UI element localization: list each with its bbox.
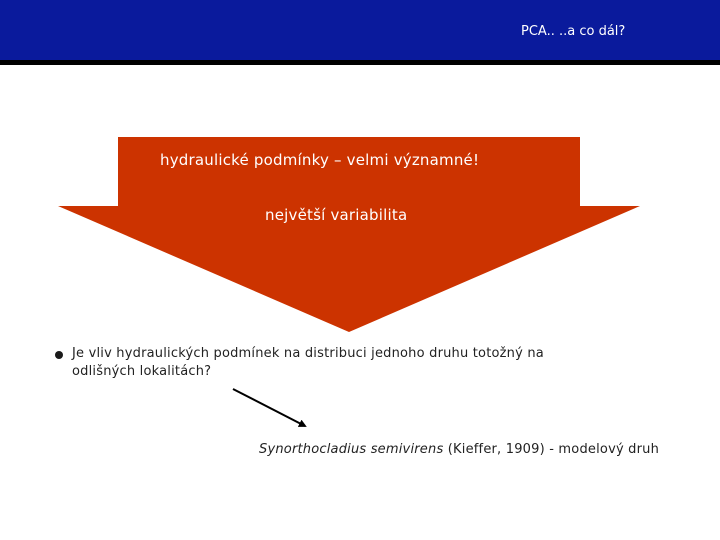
model-species-line <box>259 442 659 457</box>
species-author-note: (Kieffer, 1909) - modelový druh <box>443 442 660 457</box>
arrow-text-greatest-variability: největší variabilita <box>265 206 408 224</box>
species-name: Synorthocladius semivirens <box>259 442 444 457</box>
bullet-question-line1: Je vliv hydraulických podmínek na distribuci jednoho druhu totožný na <box>72 346 544 361</box>
bullet-question-line2: odlišných lokalitách? <box>72 364 212 379</box>
slide-title: PCA.. ..a co dál? <box>521 24 626 39</box>
arrow-text-hydraulic-conditions: hydraulické podmínky – velmi významné! <box>160 151 480 169</box>
pointer-arrow-line <box>233 389 305 426</box>
